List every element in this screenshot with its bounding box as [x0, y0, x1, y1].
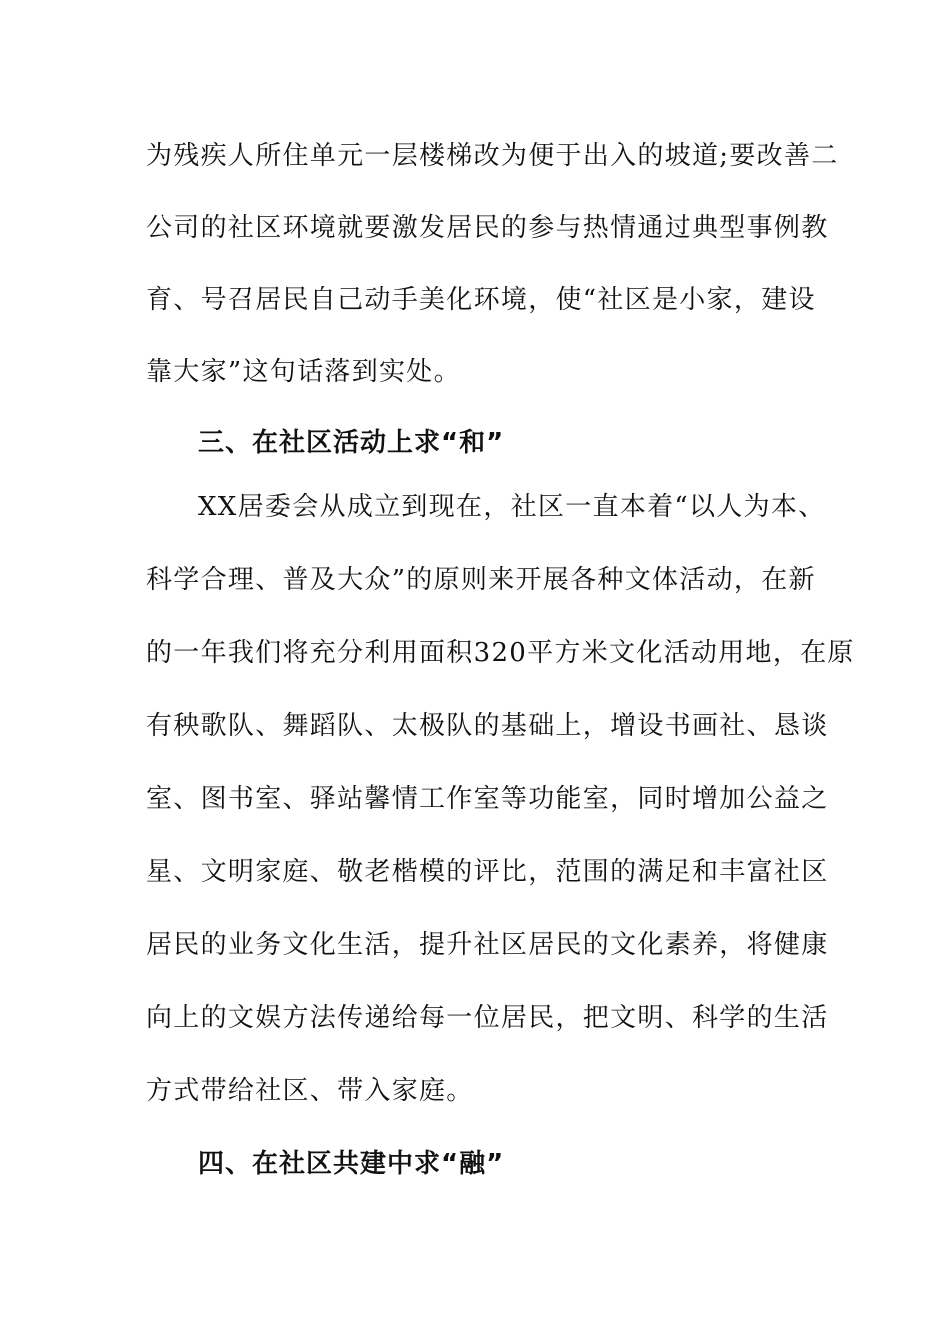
- section-heading-4: 四、在社区共建中求“融”: [198, 1149, 505, 1179]
- paragraph-line: 方式带给社区、带入家庭。: [146, 1076, 474, 1106]
- paragraph-line: 为残疾人所住单元一层楼梯改为便于出入的坡道;要改善二: [146, 141, 839, 171]
- section-heading-3: 三、在社区活动上求“和”: [198, 428, 505, 458]
- paragraph-line: 向上的文娱方法传递给每一位居民，把文明、科学的生活: [146, 1003, 829, 1033]
- paragraph-line: 靠大家”这句话落到实处。: [146, 357, 461, 387]
- paragraph-line: 室、图书室、驿站馨情工作室等功能室，同时增加公益之: [146, 784, 829, 814]
- paragraph-line: 育、号召居民自己动手美化环境，使“社区是小家，建设: [146, 285, 816, 315]
- paragraph-line: 的一年我们将充分利用面积320平方米文化活动用地，在原: [146, 638, 855, 668]
- paragraph-line: 科学合理、普及大众”的原则来开展各种文体活动，在新: [146, 565, 816, 595]
- paragraph-line: 有秧歌队、舞蹈队、太极队的基础上，增设书画社、恳谈: [146, 711, 829, 741]
- paragraph-line: 公司的社区环境就要激发居民的参与热情通过典型事例教: [146, 213, 829, 243]
- paragraph-line: 星、文明家庭、敬老楷模的评比，范围的满足和丰富社区: [146, 857, 829, 887]
- paragraph-line: 居民的业务文化生活，提升社区居民的文化素养，将健康: [146, 930, 829, 960]
- paragraph-line: XX居委会从成立到现在，社区一直本着“以人为本、: [198, 492, 826, 522]
